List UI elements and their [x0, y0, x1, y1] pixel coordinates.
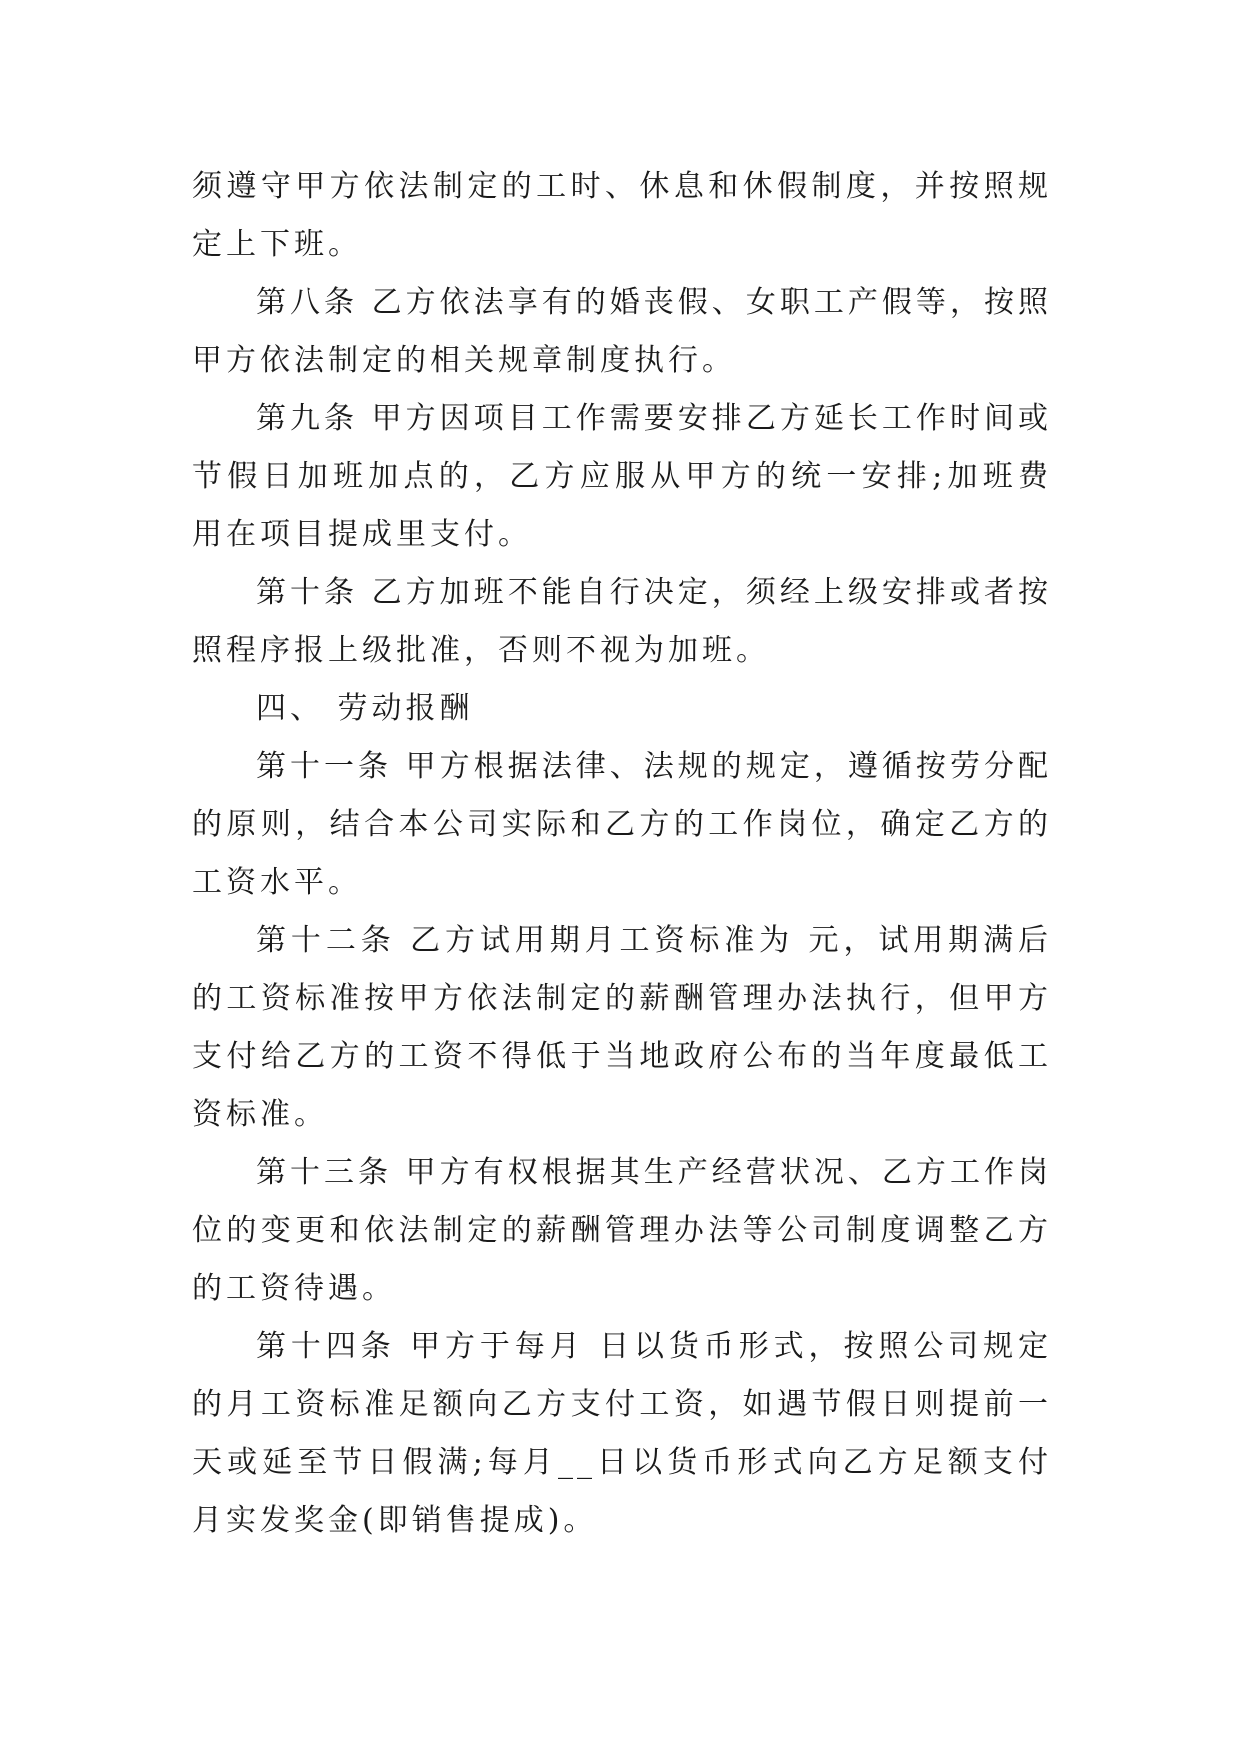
section-heading-labor-remuneration: 四、 劳动报酬 [256, 691, 474, 726]
paragraph-article-14: 第十四条 甲方于每月 日以货币形式，按照公司规定的月工资标准足额向乙方支付工资，如遇节假日则提前一天或延至节日假满;每月__日以货币形式向乙方足额支付月实发奖金(即销售提成)。 [192, 1329, 1052, 1538]
paragraph-article-8: 第八条 乙方依法享有的婚丧假、女职工产假等，按照甲方依法制定的相关规章制度执行。 [192, 285, 1052, 378]
paragraph-article-12: 第十二条 乙方试用期月工资标准为 元，试用期满后的工资标准按甲方依法制定的薪酬管理办法执行，但甲方支付给乙方的工资不得低于当地政府公布的当年度最低工资标准。 [192, 923, 1052, 1132]
paragraph-article-10: 第十条 乙方加班不能自行决定，须经上级安排或者按照程序报上级批准，否则不视为加班。 [192, 575, 1052, 668]
paragraph-continuation: 须遵守甲方依法制定的工时、休息和休假制度，并按照规定上下班。 [192, 169, 1052, 262]
paragraph-article-9: 第九条 甲方因项目工作需要安排乙方延长工作时间或节假日加班加点的，乙方应服从甲方的统一安排;加班费用在项目提成里支付。 [192, 401, 1052, 552]
document-body [192, 158, 1052, 1550]
paragraph-article-13: 第十三条 甲方有权根据其生产经营状况、乙方工作岗位的变更和依法制定的薪酬管理办法等公司制度调整乙方的工资待遇。 [192, 1155, 1052, 1306]
paragraph-article-11: 第十一条 甲方根据法律、法规的规定，遵循按劳分配的原则，结合本公司实际和乙方的工作岗位，确定乙方的工资水平。 [192, 749, 1052, 900]
